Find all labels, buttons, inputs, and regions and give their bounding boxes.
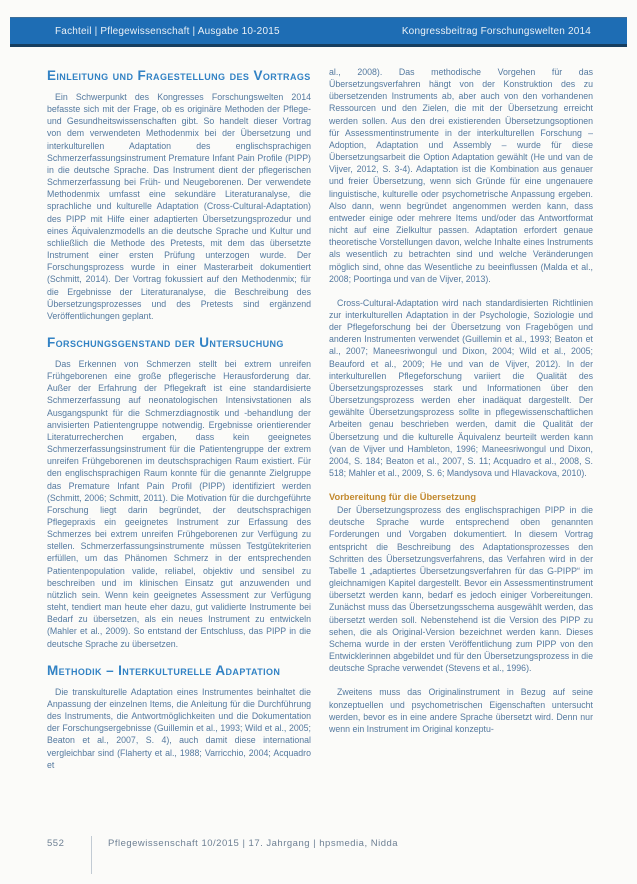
article-right-column: [329, 66, 593, 783]
page-footer: [47, 836, 597, 874]
paragraph-methodik-continued: al., 2008). Das methodische Vorgehen für das Übersetzungsverfahren hängt von der Konstruktion des zu übersetzenden Instruments ab, aber auch von den vorhandenen Ressourcen und den Zielen, die mit der Übersetzung erreicht werden sollen. Aus den drei existierenden Übersetzungsoptionen für Assessmentinstrumente in der interkulturellen Forschung – Adoption, Adaptation und Assembly – wurde für diese Übersetzungsarbeit die Option Adaptation gewählt (He und van de Vijver, 2012, S. 3-4). Adaptation ist die Kombination aus genauer und freier Übersetzung, wenn sich Gründe für eine ungenauere linguistische, kulturelle oder psychometrische Anpassung ergeben. Also dann, wenn begründet angenommen werden kann, dass entweder einige oder mehrere Items und/oder das Antwortformat nicht auf eine Zielkultur passen. Adaptation erfordert genaue theoretische Vorstellungen davon, welche Inhalte eines Instruments als wesentlich zu betrachten sind und welche Veränderungen möglich sind, ohne das Wesentliche zu beeinflussen (Malda et al., 2008; Poortinga und van de Vijver, 2013).: [329, 67, 593, 284]
paragraph-cross-cultural: Cross-Cultural-Adaptation wird nach standardisierten Richtlinien zur interkulturellen Adaptation in der Psychologie, Soziologie und der Pflegeforschung bei der Übersetzung von Fragebögen und anderen Instrumenten verwendet (Guillemin et al., 1993; Beaton et al., 2007; Maneesriwongul und Dixon, 2004; Wild et al., 2005; Beauford et al., 2009; He und van de Vijver, 2012). In der interkulturellen Pflegeforschung variiert die Qualität des Übersetzungsprozesses stark und Informationen über den Übersetzungsprozess werden eher inadäquat dargestellt. Der gewählte Übersetzungsprozess sollte in pflegewissenschaftlichen Arbeiten genau beschrieben werden, damit die Qualität der Übersetzung und die kulturelle Äquivalenz beurteilt werden kann (van de Vijver und Hambleton, 1996; Maneesriwongul und Dixon, 2004, S. 184; Beaton et al., 2007, S. 11; Acquadro et al., 2008, S. 518; Mahler et al., 2009, S. 6; Mandysova und Hlavackova, 2010).: [329, 297, 593, 478]
header-contribution-label: Kongressbeitrag Forschungswelten 2014: [401, 25, 591, 37]
article-left-column: [47, 66, 311, 783]
section-heading-methodik: Methodik – Interkulturelle Adaptation: [47, 662, 281, 678]
paragraph-methodik: Die transkulturelle Adaptation eines Instrumentes beinhaltet die Anpassung der einzelnen Items, die Anleitung für die Durchführung des Instruments, die Antwortmöglichkeiten und die Dokumentation der Forschungsergebnisse (Guillemin et al., 1993; Wild et al., 2005; Beaton et al., 2007, S. 4), auch damit diese international vergleichbar sind (Flaherty et al., 1988; Varricchio, 2004; Acquadro et: [47, 686, 311, 770]
article-body: [47, 66, 593, 783]
page-header-bar: [10, 17, 627, 47]
section-heading-forschungsgegenstand: Forschungsgenstand der Untersuchung: [47, 334, 284, 350]
paragraph-forschungsgegenstand: Das Erkennen von Schmerzen stellt bei extrem unreifen Frühgeborenen eine große pflegerische Herausforderung dar. Außer der Erfahrung der Pflegekraft ist eine standardisierte Schmerzerfassung auf neonatologischen Intensivstationen als Ausgangspunkt für die Schmerzdiagnostik und -behandlung der anvisierten Patientengruppe notwendig. Ergebnisse orientierender Literaturrecherchen ergaben, dass kein geeignetes Schmerzerfassungsinstrument für die Patientengruppe der extrem unreifen Frühgeborenen im deutschsprachigen Raum existiert. Für den englischsprachigen Raum konnte für die genannte Zielgruppe das Premature Infant Pain Profil (PIPP) identifiziert werden (Schmitt, 2006; Schmitt, 2011). Die Motivation für die durchgeführte Forschung liegt darin begründet, der deutschsprachigen Pflegepraxis ein geeignetes Instrument zur Erfassung des Schmerzes bei extrem unreifen Frühgeborenen zur Verfügung zu stellen. Schmerzerfassungsinstrumente müssen Testgütekriterien erfüllen, um das Phänomen Schmerz in der entsprechenden Patientenpopulation valide, reliabel, objektiv und sensibel zu beschreiben und im klinischen Einsatz gut anzuwenden und nützlich sein. Wenn kein geeignetes Assessment zur Verfügung steht, tendiert man heute eher dazu, gut validierte Instrumente bei Bedarf zu übersetzen, als ein neues Instrument zu entwickeln (Mahler et al., 2009). So entstand der Entschluss, das PIPP in die deutsche Sprache zu übersetzen.: [47, 358, 311, 649]
header-section-label: Fachteil | Pflegewissenschaft | Ausgabe 10-2015: [55, 25, 280, 37]
paragraph-vorbereitung: Der Übersetzungsprozess des englischsprachigen PIPP in die deutsche Sprache wurde entsprechend oben genannten Forderungen und Vorgaben dokumentiert. In diesem Vortrag entspricht die Beschreibung des Adaptationsprozesses den Schritten des Übersetzungsverfahrens, das Verfahren wird in der Tabelle 1 „adaptiertes Übersetzungsverfahren für das G-PIPP“ im gleichnamigen Kapitel dargestellt. Bevor ein Assessmentinstrument übersetzt werden kann, bedarf es jedoch einiger Vorbereitungen. Zunächst muss das Übersetzungsschema ausgewählt werden, das übersetzt werden soll. Nebenstehend ist die Version des PIPP zu sehen, die als Original-Version bezeichnet werden kann. Dieses Schema wurde in der ersten Veröffentlichung zum PIPP von den Entwicklerinnen abgebildet und für den Übersetzungsprozess in die deutsche Sprache verwendet (Stevens et al., 1996).: [329, 505, 593, 674]
paragraph-zweitens: Zweitens muss das Originalinstrument in Bezug auf seine konzeptuellen und psychometrischen Eigenschaften untersucht werden, bevor es in eine andere Sprache übersetzt wird. Denn nur wenn ein Instrument im Original konzeptu-: [329, 687, 593, 734]
footer-journal-info: Pflegewissenschaft 10/2015 | 17. Jahrgang | hpsmedia, Nidda: [91, 836, 398, 874]
section-heading-einleitung: Einleitung und Fragestellung des Vortrags: [47, 68, 311, 83]
paragraph-intro: Ein Schwerpunkt des Kongresses Forschungswelten 2014 befasste sich mit der Frage, ob es originäre Methoden der Pflege- und Gesundheitswissenschaften gibt. So handelt dieser Vortrag von dem verwendeten Methodenmix bei der Übersetzung und interkulturellen Adaptation des englischsprachigen Schmerzerfassungsinstrument Premature Infant Pain Profile (PIPP) in die deutsche Sprache. Das Instrument dient der pflegerischen Schmerzerfassung bei Früh- und Neugeborenen. Der verwendete Methodenmix umfasst eine sekundäre Literaturanalyse, die sprachliche und kulturelle Adaptation (Cross-Cultural-Adaptation) des PIPP mit Hilfe einer adaptierten Übersetzungsprozedur und eines Äquivalenzmodells an die deutsche Sprache und Kultur und schließlich die Methode des Pretests, mit dem das übersetzte Instrument einer ersten Prüfung unterzogen wurde. Der Forschungsprozess wurde in einer Masterarbeit dokumentiert (Schmitt, 2014). Der Vortrag fokussiert auf den Methodenmix; für die Ergebnisse der Literaturanalyse, die Beschreibung des Übersetzungsprozesses und des Pretests sind ergänzend Veröffentlichungen geplant.: [47, 92, 311, 321]
footer-page-number: 552: [47, 838, 65, 849]
subsection-heading-vorbereitung: Vorbereitung für die Übersetzung: [329, 492, 477, 503]
